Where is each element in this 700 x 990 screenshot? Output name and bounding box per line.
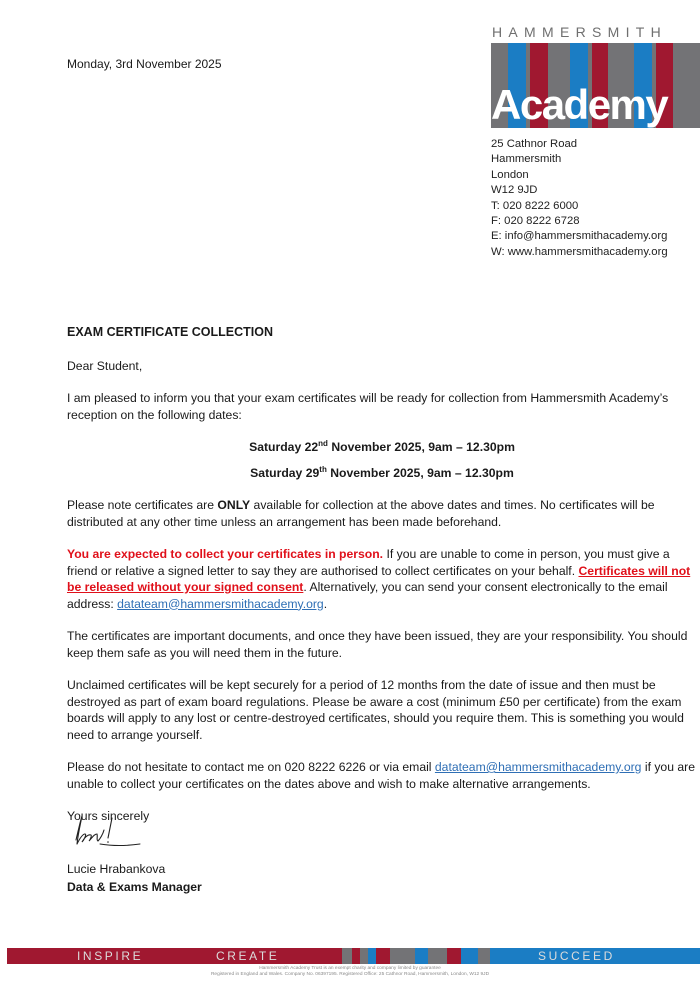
signatory-name: Lucie Hrabankova bbox=[67, 862, 166, 876]
footer-stripe-grey bbox=[342, 948, 352, 964]
collection-date bbox=[67, 465, 697, 482]
important-paragraph: The certificates are important documents, and once they have been issued, they are your responsibility. You should keep them safe as you will need them in the future. bbox=[67, 629, 688, 660]
note-text: Please note certificates are bbox=[67, 498, 218, 512]
footer-band bbox=[7, 948, 700, 964]
contact-text: Please do not hesitate to contact me on 020 8222 6226 or via email bbox=[67, 760, 435, 774]
footer-legal-line: Registered in England and Wales. Company No. 06397195. Registered Office: 25 Cathnor Road, Hammersmith, London, W12 9JD bbox=[210, 972, 490, 977]
unclaimed-paragraph: Unclaimed certificates will be kept securely for a period of 12 months from the date of issue and then must be destroyed as part of exam board regulations. Please be aware a cost (minimum £50 per certificate) from the exam boards will apply to any lost or centre-destroyed certificates, should you require them. This is something you would need to arrange yourself. bbox=[67, 678, 684, 742]
footer-stripe-grey bbox=[360, 948, 368, 964]
footer-stripe-grey bbox=[478, 948, 490, 964]
address-fax: F: 020 8222 6728 bbox=[491, 215, 580, 228]
date-day: Saturday 29 bbox=[250, 465, 320, 480]
address-phone: T: 020 8222 6000 bbox=[491, 199, 579, 212]
note-emphasis: ONLY bbox=[217, 498, 251, 512]
in-person-paragraph bbox=[67, 546, 697, 612]
footer-stripe-blue bbox=[461, 948, 478, 964]
footer-legal-line: Hammersmith Academy Trust is an exempt charity and company limited by guarantee bbox=[259, 966, 441, 971]
address-line: Hammersmith bbox=[491, 153, 562, 166]
footer-word-succeed: SUCCEED bbox=[538, 949, 615, 963]
footer-stripe-blue bbox=[368, 948, 376, 964]
intro-paragraph: I am pleased to inform you that your exam certificates will be ready for collection from Hammersmith Academy’s reception on the following dates: bbox=[67, 391, 669, 422]
address-email: E: info@hammersmithacademy.org bbox=[491, 230, 668, 243]
letter-date: Monday, 3rd November 2025 bbox=[67, 57, 222, 71]
address-line: London bbox=[491, 168, 529, 181]
address-website: W: www.hammersmithacademy.org bbox=[491, 245, 668, 258]
letter-body bbox=[67, 324, 697, 841]
footer-stripe-grey bbox=[390, 948, 415, 964]
date-suffix: th bbox=[319, 464, 327, 474]
in-person-text: . bbox=[323, 596, 328, 611]
datateam-email-link[interactable]: datateam@hammersmithacademy.org bbox=[117, 596, 324, 611]
date-rest: November 2025, 9am – 12.30pm bbox=[326, 465, 514, 480]
in-person-warning: You are expected to collect your certificates in person. bbox=[67, 547, 384, 561]
address-line: 25 Cathnor Road bbox=[491, 138, 578, 150]
footer-word-create: CREATE bbox=[216, 949, 280, 963]
contact-text: if you are unable to collect your certificates on the dates above and wish to make alternative arrangements. bbox=[67, 760, 695, 791]
school-address bbox=[491, 137, 668, 260]
note-paragraph bbox=[67, 497, 697, 530]
footer-stripe-grey bbox=[428, 948, 447, 964]
closing: Yours sincerely bbox=[67, 809, 150, 823]
date-suffix: nd bbox=[318, 438, 328, 448]
salutation: Dear Student, bbox=[67, 358, 143, 373]
consent-warning: Certificates will not be released without your signed consent bbox=[67, 563, 691, 594]
footer-word-inspire: INSPIRE bbox=[77, 949, 144, 963]
contact-email-link[interactable]: datateam@hammersmithacademy.org bbox=[434, 760, 642, 774]
logo-top-word: HAMMERSMITH bbox=[492, 24, 668, 40]
in-person-text: If you are unable to come in person, you must give a friend or relative a signed letter to say they are authorised to collect certificates on your behalf. bbox=[67, 547, 670, 578]
note-text: available for collection at the above dates and times. No certificates will be distributed at any other time unless an arrangement has been made beforehand. bbox=[67, 498, 655, 529]
signatory-role: Data & Exams Manager bbox=[67, 880, 202, 894]
address-line: W12 9JD bbox=[491, 184, 538, 197]
letter-heading: EXAM CERTIFICATE COLLECTION bbox=[67, 325, 274, 339]
date-day: Saturday 22 bbox=[249, 440, 319, 454]
handwritten-signature bbox=[70, 812, 150, 852]
collection-date bbox=[67, 439, 697, 456]
footer-stripe-blue bbox=[415, 948, 428, 964]
date-rest: November 2025, 9am – 12.30pm bbox=[327, 440, 515, 454]
logo-main-word: Academy bbox=[491, 81, 668, 128]
contact-paragraph bbox=[67, 759, 697, 792]
in-person-text: . Alternatively, you can send your consent electronically to the email address: bbox=[67, 580, 668, 611]
